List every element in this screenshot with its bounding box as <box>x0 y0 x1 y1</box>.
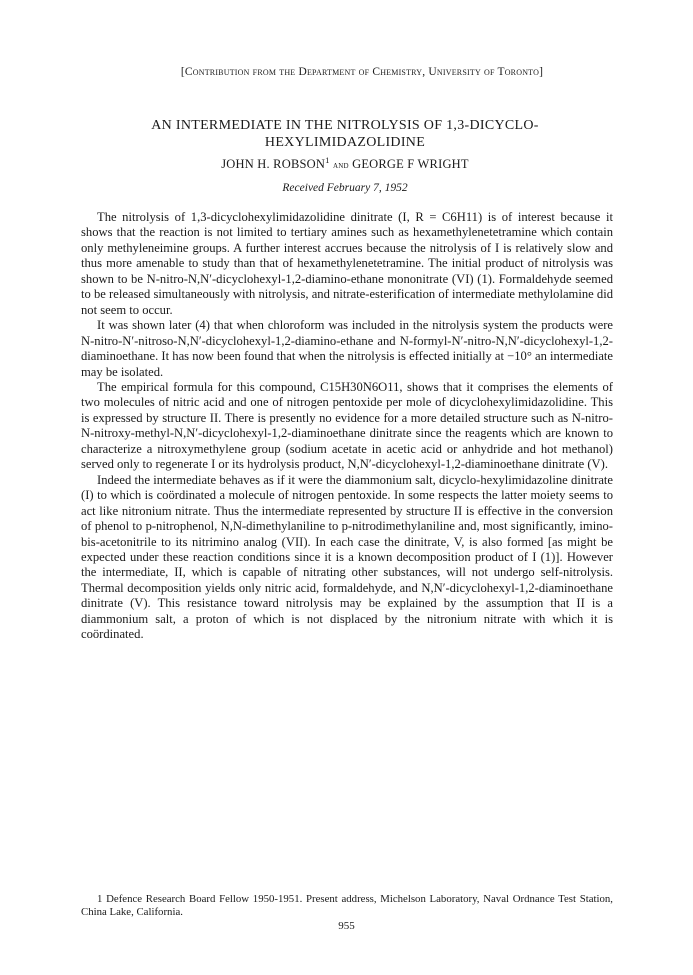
author-robson: JOHN H. ROBSON <box>221 157 326 171</box>
received-date: Received February 7, 1952 <box>282 182 408 194</box>
title-line-1: AN INTERMEDIATE IN THE NITROLYSIS OF 1,3-DICYCLO- <box>151 118 539 133</box>
contribution-header: [Contribution from the Department of Chemistry, University of Toronto] <box>180 66 544 78</box>
author-wright: GEORGE F WRIGHT <box>352 157 469 171</box>
paragraph-2: It was shown later (4) that when chloroform was included in the nitrolysis system the products were N-nitro-N′-nitroso-N,N′-dicyclohexyl-1,2-diamino-ethane and N-formyl-N′-nitro-N,N′-dicyclohexyl-1,2-diaminoethane. It has now been found that when the nitrolysis is effected initially at −10° an intermediate may be isolated. <box>81 318 613 379</box>
paragraph-1: The nitrolysis of 1,3-dicyclohexylimidazolidine dinitrate (I, R = C6H11) is of interest because it shows that the reaction is not limited to tertiary amines such as hexamethylenetetramine which contain only methyleneimine groups. A further interest accrues because the nitrolysis of I is relatively slow and thus more amenable to study than that of hexamethylenetetramine. The initial product of nitrolysis was shown to be N-nitro-N,N′-dicyclohexyl-1,2-diamino-ethane mononitrate (VI) (1). Formaldehyde seemed to be released simultaneously with nitrolysis, and nitrate-esterification of intermediate methylolamine did not seem to occur. <box>81 210 613 317</box>
paragraph-3: The empirical formula for this compound, C15H30N6O11, shows that it comprises the elements of two molecules of nitric acid and one of nitrogen pentoxide per mole of dicyclohexylimidazolidine. This is expressed by structure II. There is presently no evidence for a more detailed structure such as N-nitro-N-nitroxy-methyl-N,N′-dicyclohexyl-1,2-diaminoethane dinitrate since the reagents which are known to characterize a nitroxymethylene group (sodium acetate in acetic acid or anhydride and hot methanol) served only to regenerate I or its hydrolysis product, N,N′-dicyclohexyl-1,2-diaminoethane dinitrate (V). <box>81 379 613 472</box>
paragraph-4: Indeed the intermediate behaves as if it were the diammonium salt, dicyclo-hexylimidazoline dinitrate (I) to which is coördinated a molecule of nitrogen pentoxide. In some respects the latter moiety seems to act like nitronium nitrate. Thus the intermediate represented by structure II is effective in the conversion of phenol to p-nitrophenol, N,N-dimethylaniline to p-nitrodimethylaniline and, most significantly, imino-bis-acetonitrile to its nitrimino analog (VII). In each case the dinitrate, V, is also formed [as might be expected under these reaction conditions since it is a known decomposition product of I (1)]. However the intermediate, II, which is capable of nitrating other substances, will not undergo self-nitrolysis. Thermal decomposition yields only nitric acid, formaldehyde, and N,N′-dicyclohexyl-1,2-diaminoethane dinitrate (V). This resistance toward nitrolysis may be explained by the assumption that II is a diammonium salt, a proton of which is not displaced by the nitronium nitrate with which it is coördinated. <box>81 472 613 642</box>
footnote: 1 Defence Research Board Fellow 1950-1951. Present address, Michelson Laboratory, Naval Ordnance Test Station, China Lake, California. <box>81 893 613 918</box>
title-line-2: HEXYLIMIDAZOLIDINE <box>264 135 426 150</box>
author-line <box>100 154 590 172</box>
article-body <box>81 210 613 643</box>
footnote-marker: 1 <box>325 154 330 165</box>
author-conjunction: and <box>333 160 349 171</box>
article-title <box>100 117 590 151</box>
page-number: 955 <box>338 920 355 932</box>
